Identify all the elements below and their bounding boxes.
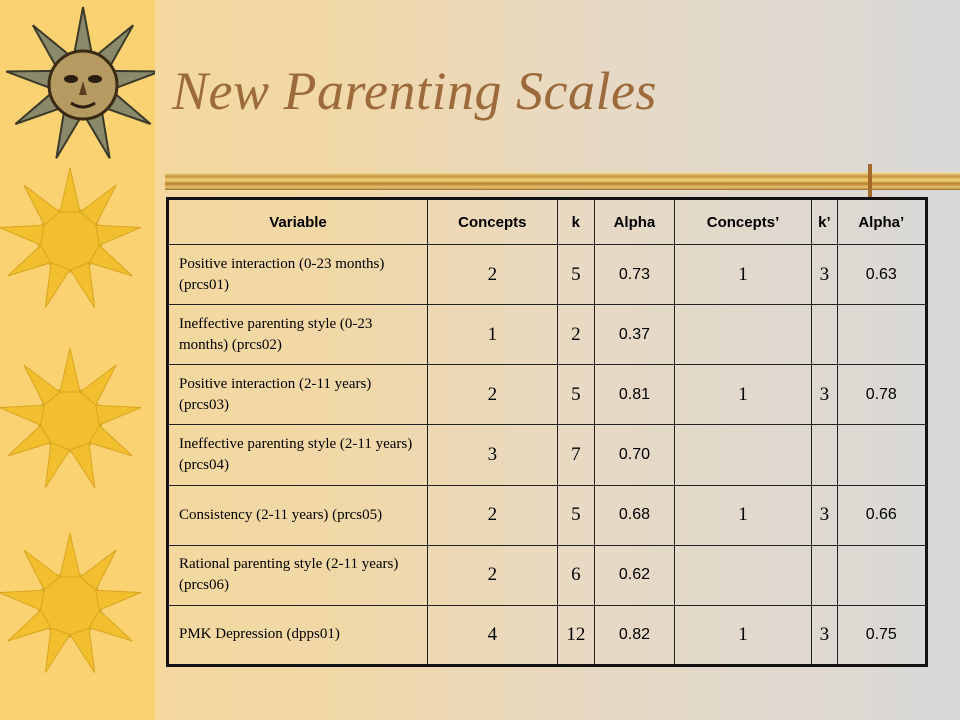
- table-row: [168, 245, 927, 305]
- k-prime-cell: [812, 545, 837, 605]
- alpha-cell: 0.62: [595, 545, 675, 605]
- k-prime-cell: 3: [812, 605, 837, 665]
- alpha-prime-cell: [837, 545, 926, 605]
- variable-cell: Ineffective parenting style (0-23 months) (prcs02): [168, 305, 428, 365]
- header-alpha: Alpha: [595, 199, 675, 245]
- concepts-prime-cell: 1: [674, 485, 811, 545]
- variable-cell: Rational parenting style (2-11 years) (prcs06): [168, 545, 428, 605]
- alpha-prime-cell: 0.66: [837, 485, 926, 545]
- table-row: [168, 485, 927, 545]
- alpha-prime-cell: 0.78: [837, 365, 926, 425]
- alpha-prime-cell: [837, 305, 926, 365]
- table-row: [168, 305, 927, 365]
- variable-cell: Ineffective parenting style (2-11 years) (prcs04): [168, 425, 428, 485]
- alpha-cell: 0.82: [595, 605, 675, 665]
- k-prime-cell: [812, 425, 837, 485]
- k-cell: 5: [557, 245, 594, 305]
- k-cell: 6: [557, 545, 594, 605]
- concepts-cell: 2: [428, 365, 558, 425]
- k-cell: 5: [557, 485, 594, 545]
- concepts-cell: 2: [428, 485, 558, 545]
- concepts-prime-cell: [674, 545, 811, 605]
- header-k-prime: k’: [812, 199, 837, 245]
- header-alpha-prime: Alpha’: [837, 199, 926, 245]
- sun-icon: [0, 345, 150, 495]
- concepts-prime-cell: 1: [674, 365, 811, 425]
- table-header-row: [168, 199, 927, 245]
- alpha-prime-cell: [837, 425, 926, 485]
- table-row: [168, 545, 927, 605]
- concepts-cell: 1: [428, 305, 558, 365]
- left-decoration-strip: [0, 0, 155, 720]
- header-variable: Variable: [168, 199, 428, 245]
- concepts-cell: 2: [428, 545, 558, 605]
- table-row: [168, 365, 927, 425]
- header-concepts-prime: Concepts’: [674, 199, 811, 245]
- sun-icon: [0, 165, 150, 315]
- variable-cell: Positive interaction (2-11 years) (prcs03): [168, 365, 428, 425]
- k-prime-cell: 3: [812, 245, 837, 305]
- k-prime-cell: 3: [812, 485, 837, 545]
- slide-title: New Parenting Scales: [172, 61, 657, 121]
- variable-cell: Positive interaction (0-23 months) (prcs01): [168, 245, 428, 305]
- concepts-cell: 2: [428, 245, 558, 305]
- k-prime-cell: [812, 305, 837, 365]
- k-prime-cell: 3: [812, 365, 837, 425]
- concepts-prime-cell: 1: [674, 605, 811, 665]
- k-cell: 2: [557, 305, 594, 365]
- header-concepts: Concepts: [428, 199, 558, 245]
- alpha-prime-cell: 0.75: [837, 605, 926, 665]
- title-bar-notch: [868, 164, 872, 198]
- table-row: [168, 425, 927, 485]
- variable-cell: PMK Depression (dpps01): [168, 605, 428, 665]
- title-underline-bar: [165, 172, 960, 190]
- k-cell: 7: [557, 425, 594, 485]
- header-k: k: [557, 199, 594, 245]
- alpha-cell: 0.68: [595, 485, 675, 545]
- concepts-prime-cell: [674, 425, 811, 485]
- concepts-cell: 4: [428, 605, 558, 665]
- alpha-cell: 0.70: [595, 425, 675, 485]
- alpha-cell: 0.81: [595, 365, 675, 425]
- table-row: [168, 605, 927, 665]
- alpha-cell: 0.37: [595, 305, 675, 365]
- concepts-cell: 3: [428, 425, 558, 485]
- alpha-cell: 0.73: [595, 245, 675, 305]
- variable-cell: Consistency (2-11 years) (prcs05): [168, 485, 428, 545]
- sun-face-icon: [5, 5, 155, 165]
- concepts-prime-cell: [674, 305, 811, 365]
- concepts-prime-cell: 1: [674, 245, 811, 305]
- sun-icon: [0, 530, 150, 680]
- alpha-prime-cell: 0.63: [837, 245, 926, 305]
- k-cell: 12: [557, 605, 594, 665]
- k-cell: 5: [557, 365, 594, 425]
- parenting-scales-table: [166, 197, 928, 667]
